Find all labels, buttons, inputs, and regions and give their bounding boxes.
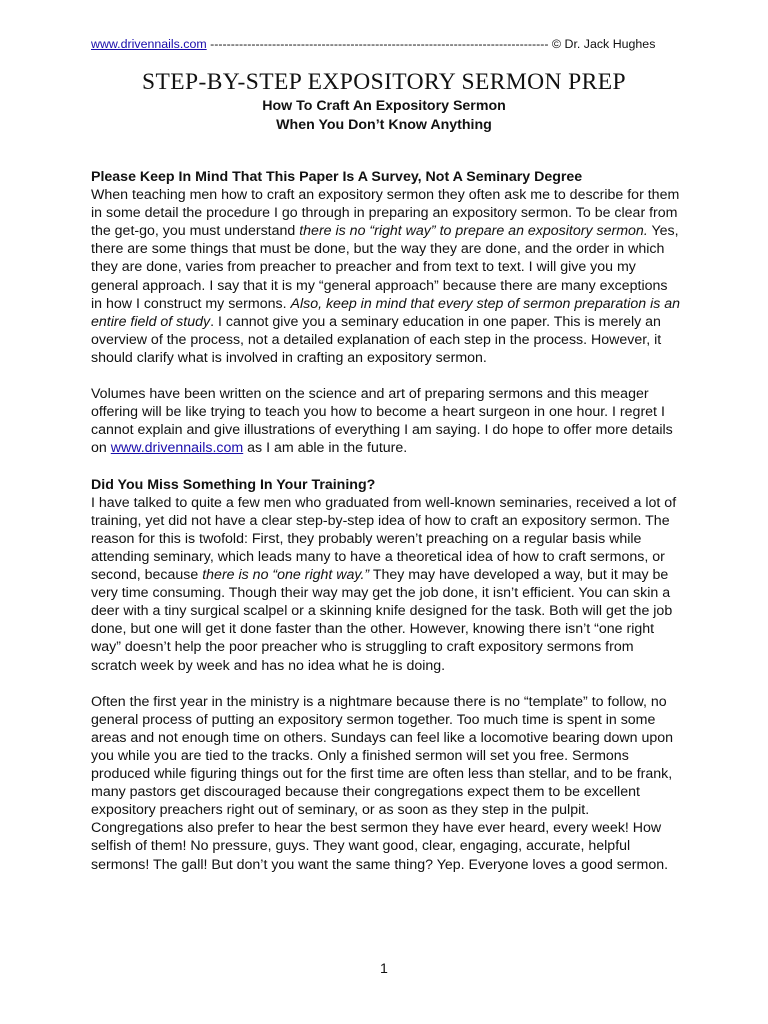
header-divider: ----------------------------------------------------------------------------------	[206, 37, 552, 51]
paragraph-gap	[91, 458, 681, 476]
text-run: as I am able in the future.	[243, 440, 408, 457]
section-2-paragraph-1	[91, 494, 681, 675]
running-header	[91, 37, 679, 52]
section-2-heading: Did You Miss Something In Your Training?	[91, 476, 376, 493]
section-1-paragraph-1	[91, 186, 681, 367]
paragraph-gap	[91, 675, 681, 693]
body-site-link[interactable]: www.drivennails.com	[110, 440, 244, 457]
emphasis-run: Also, keep in mind that every step of sermon preparation is an entire field of study	[91, 295, 681, 330]
page-number: 1	[380, 961, 388, 977]
text-run: . I cannot give you a seminary education in one paper. This is merely an overview of the process, not a detailed explanation of each step in the process. However, it should clarify what is involved in crafting an expository sermon.	[91, 313, 662, 366]
text-run: Yes, there are some things that must be done, but the way they are done, and the order in which they are done, varies from preacher to preacher and from text to text. I will give you my general approach. I say that it is my “general approach” because there are many exceptions in how I construct my sermons.	[91, 223, 679, 312]
section-1-paragraph-2	[91, 385, 681, 457]
section-1-heading: Please Keep In Mind That This Paper Is A Survey, Not A Seminary Degree	[91, 169, 583, 185]
text-run: I have talked to quite a few men who graduated from well-known seminaries, received a lot of training, yet did not have a clear step-by-step idea of how to craft an expository sermon. The reason for this is twofold: First, they probably weren’t preaching on a regular basis while attending seminary, which leads many to have a theoretical idea of how to craft sermons, or second, because	[91, 494, 677, 584]
paragraph-gap	[91, 367, 681, 385]
document-body	[91, 168, 681, 874]
subtitle-line-2: When You Don’t Know Anything	[276, 117, 492, 133]
emphasis-run: there is no “one right way.”	[202, 567, 370, 584]
emphasis-run: there is no “right way” to prepare an expository sermon.	[299, 223, 648, 240]
text-run: When teaching men how to craft an expository sermon they often ask me to describe for them in some detail the procedure I go through in preparing an expository sermon. To be clear from the get-go, you must understand	[91, 187, 680, 240]
text-run: Volumes have been written on the science and art of preparing sermons and this meager offering will be like trying to teach you how to become a heart surgeon in one hour. I regret I cannot explain and give illustrations of everything I am saying. I do hope to offer more details on	[91, 386, 673, 457]
text-run: They may have developed a way, but it may be very time consuming. Though their way may get the job done, it isn’t efficient. You can skin a deer with a tiny surgical scalpel or a skinning knife designed for the task. Both will get the job done, but one will get it done faster than the other. However, knowing there isn’t “one right way” doesn’t help the poor preacher who is struggling to craft expository sermons from scratch week by week and has no idea what he is doing.	[91, 567, 673, 674]
subtitle-line-1: How To Craft An Expository Sermon	[262, 98, 506, 114]
section-2-paragraph-2: Often the first year in the ministry is a nightmare because there is no “template” to follow, no general process of putting an expository sermon together. Too much time is spent in some areas and not enough time on others. Sundays can feel like a locomotive bearing down upon you while you are tied to the tracks. Only a finished sermon will set you free. Sermons produced while figuring things out for the first time are often less than stellar, and to be frank, many pastors get discouraged because their congregations expect them to be excellent expository preachers right out of seminary, or as soon as they step in the pulpit. Congregations also prefer to hear the best sermon they have ever heard, every week! How selfish of them! No pressure, guys. They want good, clear, engaging, accurate, helpful sermons! The gall! But don’t you want the same thing? Yep. Everyone loves a good sermon.	[91, 693, 674, 873]
document-title: STEP-BY-STEP EXPOSITORY SERMON PREP	[142, 69, 626, 95]
header-copyright: © Dr. Jack Hughes	[551, 37, 656, 51]
header-site-link[interactable]: www.drivennails.com	[91, 37, 207, 51]
